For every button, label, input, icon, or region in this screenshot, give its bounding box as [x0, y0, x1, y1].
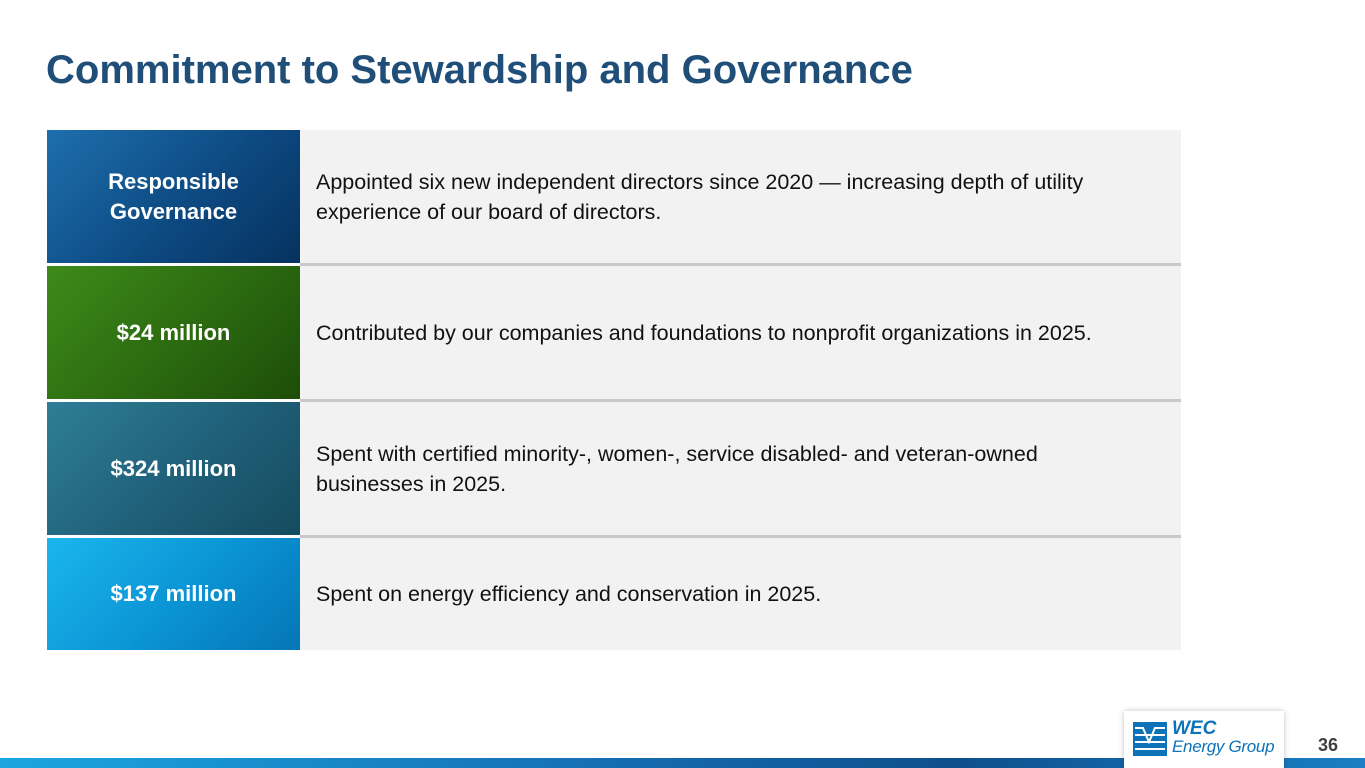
row-label: $24 million	[47, 266, 300, 402]
row-description: Appointed six new independent directors since 2020 — increasing depth of utility experience of our board of directors.	[300, 130, 1181, 266]
table-row	[47, 402, 1181, 538]
logo-wordmark	[1172, 720, 1274, 756]
logo-line-energy-group: Energy Group	[1172, 737, 1275, 756]
logo-line-wec: WEC	[1172, 718, 1217, 739]
page-number: 36	[1318, 735, 1339, 755]
row-description: Spent on energy efficiency and conservation in 2025.	[300, 538, 1181, 650]
row-label: $137 million	[47, 538, 300, 650]
wec-logo-icon	[1133, 722, 1167, 756]
stewardship-table	[47, 130, 1181, 650]
row-description: Spent with certified minority-, women-, service disabled- and veteran-owned businesses in 2025.	[300, 402, 1181, 538]
page-title: Commitment to Stewardship and Governance	[46, 48, 913, 92]
table-row	[47, 266, 1181, 402]
table-row	[47, 538, 1181, 650]
table-row	[47, 130, 1181, 266]
company-logo	[1124, 711, 1284, 768]
row-label: Responsible Governance	[47, 130, 300, 266]
row-description: Contributed by our companies and foundations to nonprofit organizations in 2025.	[300, 266, 1181, 402]
row-label: $324 million	[47, 402, 300, 538]
